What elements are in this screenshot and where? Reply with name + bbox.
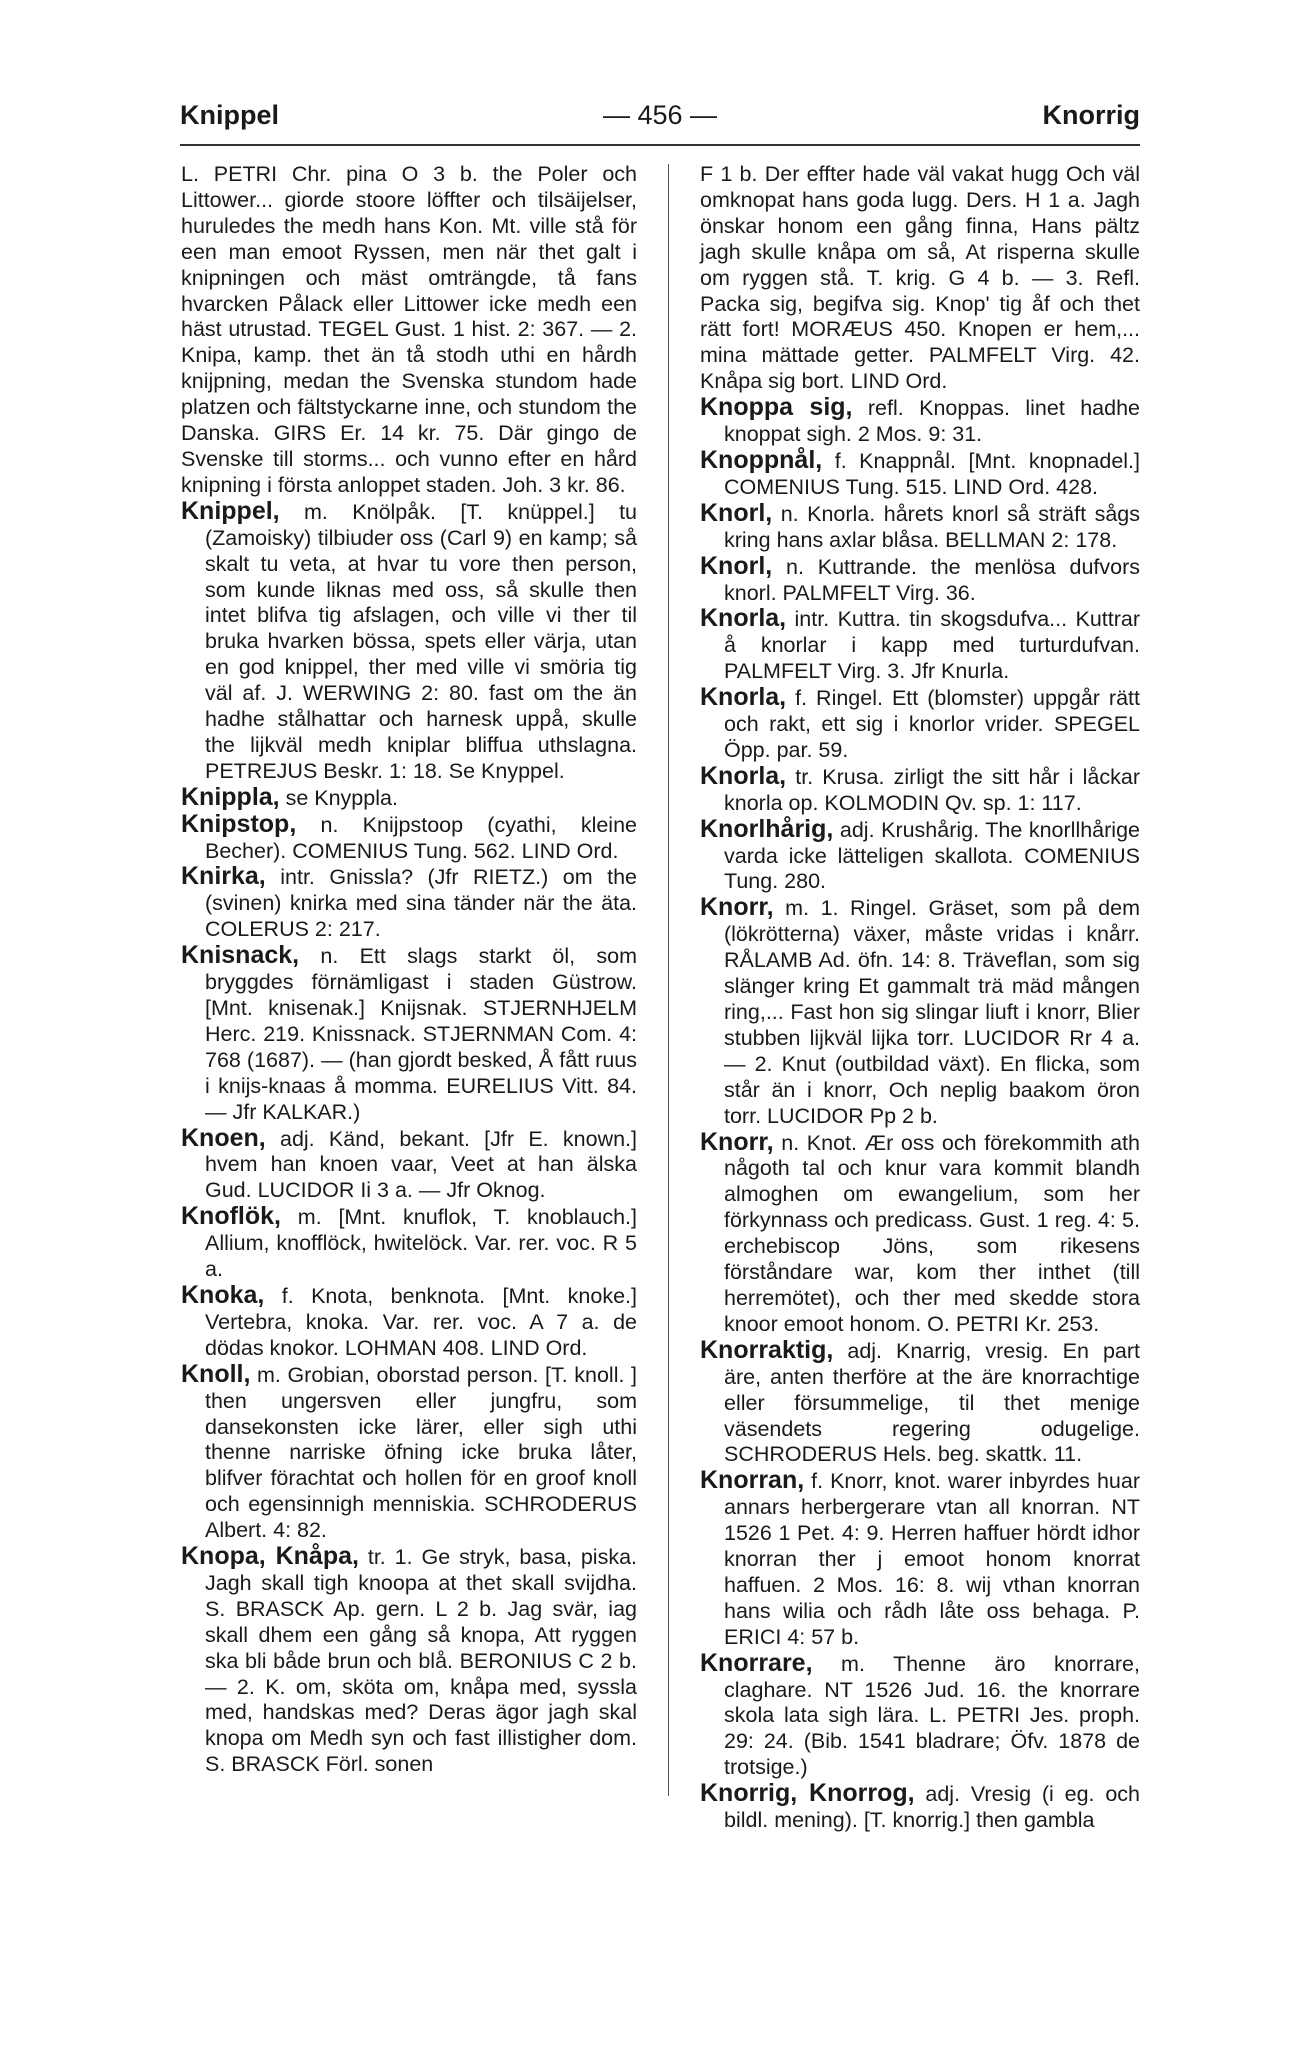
headword: Knorran, [700,1466,805,1495]
headword: Knorrig, Knorrog, [700,1779,915,1808]
dictionary-entry [181,809,637,865]
entry-text: m. Grobian, oborstad person. [T. knoll. ] then ungersven eller jungfru, som dansekonsten icke lärer, eller sigh uthi thenne narriske öfning icke bruka låter, blifver förachtat och hollen för en groof knoll och egensinnigh menniskia. SCHRODERUS Albert. 4: 82. [205,1362,637,1543]
headword: Knoen, [181,1123,266,1152]
dictionary-entry [700,761,1140,817]
headword: Knippla, [181,782,280,811]
dictionary-entry [181,1544,637,1778]
headword: Knorla, [700,761,787,790]
right-column [700,162,1140,1834]
entry-text: n. Ett slags starkt öl, som bryggdes förnämligast i staden Güstrow. [Mnt. knisenak.] Knijsnak. STJERNHJELM Herc. 219. Knissnack. STJERNMAN Com. 4: 768 (1687). — (han gjordt besked, Å fått ruus i knijs-knaas å momma. EURELIUS Vitt. 84. — Jfr KALKAR.) [205,944,637,1124]
dictionary-entry [181,1280,637,1362]
headword: Knirka, [181,862,266,891]
entry-text: m. Thenne äro knorrare, claghare. NT 1526 Jud. 16. the knorrare skola lata sigh lära. L. PETRI Jes. proph. 29: 24. (Bib. 1541 bladrare; Öfv. 1878 de trotsige.) [724,1651,1140,1780]
headword: Knorla, [700,604,787,633]
dictionary-entry [700,498,1140,554]
entry-text: adj. Krushårig. The knorllhårige varda icke lätteligen skallota. COMENIUS Tung. 280. [724,817,1140,894]
entry-continuation [181,162,637,499]
headword: Knorl, [700,498,773,527]
headword: Knisnack, [181,941,300,970]
headword: Knorr, [700,893,774,922]
entry-text: m. Knölpåk. [T. knüppel.] tu (Zamoisky) tilbiuder oss (Carl 9) en kamp; så skalt tu veta, at hvar tu vore then person, som kunde liknas med oss, så skulle then intet blifva tig afslagen, och ville vi ther til bruka hvarken bössa, spets eller värja, utan en god knippel, ther med ville vi smöria tig väl af. J. WERWING 2: 80. fast om the än hadhe stålhattar och harnesk uppå, skulle the lijkväl medh kniplar bliffua uthslagna. PETREJUS Beskr. 1: 18. Se Knyppel. [205,499,637,783]
left-column [181,162,637,1778]
headword: Knoll, [181,1359,251,1388]
entry-text: tr. 1. Ge stryk, basa, piska. Jagh skall tigh knoopa at thet skall svijdha. S. BRASCK Ap. gern. L 2 b. Jag svär, iag skall dhem een gång så knopa, Att ryggen ska bli både brun och blå. BERONIUS C 2 b. — 2. K. om, sköta om, knåpa med, syssla med, handskas med? Deras ägor jagh skal knopa om Medh syn och fast illistigher dom. S. BRASCK Förl. sonen [205,1545,637,1777]
entry-text: n. Knot. Ær oss och förekommith ath någoth tal och knur vara kommit blandh almoghen om ewangelium, som her förkynnass och predicass. Gust. 1 reg. 4: 5. erchebiscop Jöns, som rikesens förståndare war, kom ther inthet (till herremötet), och ther med skedde stora knoor emoot honom. O. PETRI Kr. 253. [724,1130,1140,1336]
dictionary-entry [700,1781,1140,1834]
dictionary-entry [700,1648,1140,1782]
dictionary-entry [181,864,637,943]
headword: Knorrare, [700,1648,813,1677]
headword: Knoflök, [181,1202,281,1231]
headword: Knoppa sig, [700,393,853,422]
entry-text: se Knyppla. [279,785,398,810]
headword: Knorraktig, [700,1335,834,1364]
headword: Knoppnål, [700,445,823,474]
entry-text: f. Knota, benknota. [Mnt. knoke.] Vertebra, knoka. Var. rer. voc. A 7 a. de dödas knokor. LOHMAN 408. LIND Ord. [205,1283,637,1360]
entry-text: n. Kuttrande. the menlösa dufvors knorl. PALMFELT Virg. 36. [724,554,1140,605]
entry-text: m. 1. Ringel. Gräset, som på dem (lökrötterna) växer, måste vridas i knårr. RÅLAMB Ad. öfn. 14: 8. Träveflan, som sig slänger kring Et gammalt trä mäd mången ring,... Fast hon sig slingar liuft i knorr, Blier stubben lijkväl lijka torr. LUCIDOR Rr 4 a. — 2. Knut (outbildad växt). En flicka, som står än i knorr, Och neplig baakom öron torr. LUCIDOR Pp 2 b. [724,896,1140,1128]
dictionary-entry [181,496,637,785]
entry-text: f. Ringel. Ett (blomster) uppgår rätt och rakt, ett sig i knorlor vrider. SPEGEL Öpp. par. 59. [724,686,1140,762]
entry-text: L. PETRI Chr. pina O 3 b. the Poler och Littower... giorde stoore löffter och tilsäijelser, huruledes the medh hans Kon. Mt. ville stå för een man emoot Ryssen, men när thet galt i knipningen och mäst omträngde, tå fans hvarcken Pålack eller Littower icke medh een häst utrustad. TEGEL Gust. 1 hist. 2: 367. — 2. Knipa, kamp. thet än tå stodh uthi en hårdh knijpning, medan the Svenska stundom hade platzen och fältstyckarne inne, och stundom the Danska. GIRS Er. 14 kr. 75. Där gingo de Svenske till storms... och vunno efter en hård knipning i första anloppet staden. Joh. 3 kr. 86. [181,162,637,497]
dictionary-entry [700,685,1140,764]
column-divider [668,164,669,1796]
entry-text: adj. Knarrig, vresig. En part äre, anten therföre at the äre knorrachtige eller försummelige, til thet menige väsendets regering odugelige. SCHRODERUS Hels. beg. skattk. 11. [724,1338,1140,1467]
entry-text: F 1 b. Der effter hade väl vakat hugg Och väl omknopat hans goda lugg. Ders. H 1 a. Jagh önskar honom een gång finna, Hans pältz jagh skulle knåpa om så, At risperna skulle om ryggen stå. T. krig. G 4 b. — 3. Refl. Packa sig, begifva sig. Knop' tig åf och thet rätt fort! MORÆUS 450. Knopen er hem,... mina mättade getter. PALMFELT Virg. 42. Knåpa sig bort. LIND Ord. [700,162,1140,394]
entry-text: f. Knorr, knot. warer inbyrdes huar annars herbergerare vtan all knorran. NT 1526 1 Pet. 4: 9. Herren haffuer hördt idhor knorran ther j emoot honom knorrat haffuen. 2 Mos. 16: 8. wij vthan knorran hans wilia och rådh låte oss behaga. P. ERICI 4: 57 b. [724,1469,1140,1649]
page-header [180,100,1140,144]
header-first-headword: Knippel [180,100,279,130]
entry-text: refl. Knoppas. linet hadhe knoppat sigh. 2 Mos. 9: 31. [724,396,1140,447]
entry-text: adj. Vresig (i eg. och bildl. mening). [T. knorrig.] then gambla [724,1782,1140,1833]
entry-text: tr. Krusa. zirligt the sitt hår i låckar knorla op. KOLMODIN Qv. sp. 1: 117. [724,764,1140,815]
entry-text: f. Knappnål. [Mnt. knopnadel.] COMENIUS Tung. 515. LIND Ord. 428. [724,448,1140,499]
dictionary-entry [700,445,1140,501]
dictionary-entry [700,551,1140,607]
headword: Knopa, Knåpa, [181,1542,359,1571]
headword: Knippel, [181,496,280,525]
header-last-headword: Knorrig [1042,100,1140,130]
header-rule [180,144,1140,146]
dictionary-entry [181,1123,637,1205]
dictionary-entry [700,1335,1140,1469]
headword: Knorl, [700,551,773,580]
page-number: — 456 — [602,100,718,130]
entry-text: n. Knijpstoop (cyathi, kleine Becher). COMENIUS Tung. 562. LIND Ord. [205,812,637,863]
dictionary-entry [181,943,637,1125]
dictionary-entry [700,395,1140,448]
entry-text: intr. Gnissla? (Jfr RIETZ.) om the (svinen) knirka med sina tänder när the äta. COLERUS 2: 217. [205,865,637,942]
entry-text: intr. Kuttra. tin skogsdufva... Kuttrar å knorlar i kapp med turturdufvan. PALMFELT Virg. 3. Jfr Knurla. [724,607,1140,684]
entry-text: n. Knorla. hårets knorl så sträft sågs kring hans axlar blåsa. BELLMAN 2: 178. [724,501,1140,552]
entry-text: adj. Känd, bekant. [Jfr E. known.] hvem han knoen vaar, Veet at han älska Gud. LUCIDOR Ii 3 a. — Jfr Oknog. [205,1126,637,1203]
entry-continuation [700,162,1140,395]
headword: Knorlhårig, [700,814,834,843]
dictionary-entry [700,1127,1140,1338]
dictionary-entry [700,1468,1140,1650]
dictionary-entry [181,1359,637,1544]
dictionary-entry [700,606,1140,685]
headword: Knipstop, [181,809,297,838]
headword: Knorla, [700,683,787,712]
headword: Knorr, [700,1127,774,1156]
dictionary-entry [700,814,1140,896]
headword: Knoka, [181,1280,265,1309]
dictionary-entry [181,1204,637,1283]
entry-text: m. [Mnt. knuflok, T. knoblauch.] Allium, knofflöck, hwitelöck. Var. rer. voc. R 5 a. [205,1205,637,1282]
dictionary-entry [181,782,637,812]
dictionary-entry [700,895,1140,1129]
